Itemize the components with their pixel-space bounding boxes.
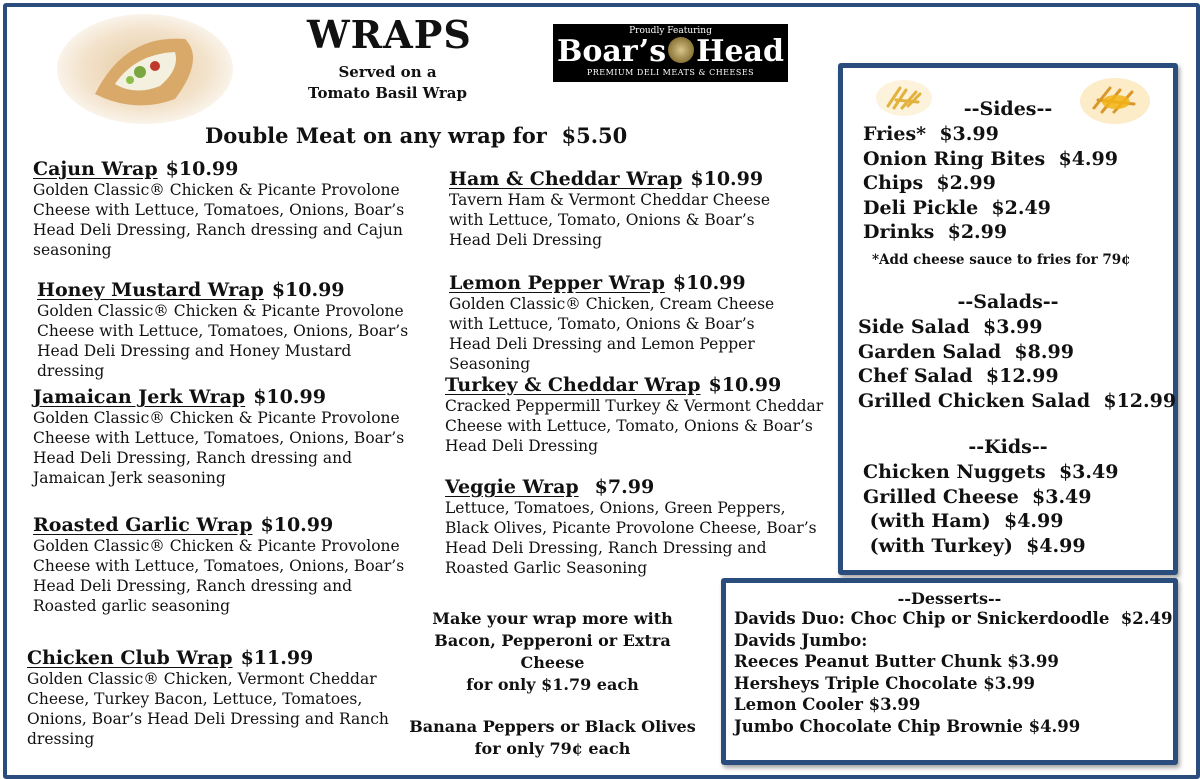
kids-title: --Kids-- bbox=[968, 436, 1048, 458]
wrap-name: Honey Mustard Wrap bbox=[37, 279, 264, 301]
extras-note bbox=[400, 608, 705, 760]
salads-list bbox=[858, 315, 1176, 413]
boars-head-logo bbox=[553, 24, 788, 82]
double-meat: Double Meat on any wrap for $5.50 bbox=[205, 123, 628, 148]
dessert-item: Hersheys Triple Chocolate $3.99 bbox=[734, 673, 1035, 693]
wrap-name: Roasted Garlic Wrap bbox=[33, 514, 253, 536]
extras-line: for only 79¢ each bbox=[474, 739, 631, 758]
wrap-description: Golden Classic® Chicken & Picante Provolone Cheese with Lettuce, Tomatoes, Onions, Boar’s Head Deli Dressing and Honey Mustard dressing bbox=[37, 302, 409, 380]
wrap-item bbox=[33, 158, 408, 260]
cheese-fries-icon-right bbox=[1080, 78, 1150, 128]
dessert-item: Davids Jumbo: bbox=[734, 630, 868, 650]
salad-item: Side Salad $3.99 bbox=[858, 316, 1043, 338]
salad-item: Garden Salad $8.99 bbox=[858, 340, 1074, 363]
page-title: WRAPS bbox=[307, 12, 472, 57]
logo-left: Boar’s bbox=[557, 34, 667, 69]
kids-item: (with Turkey) $4.99 bbox=[863, 534, 1086, 557]
wrap-name: Jamaican Jerk Wrap bbox=[33, 386, 246, 408]
served-on bbox=[290, 62, 485, 104]
wrap-item bbox=[33, 514, 408, 616]
wrap-item bbox=[449, 272, 794, 374]
salad-item: Grilled Chicken Salad $12.99 bbox=[858, 389, 1177, 412]
wrap-description: Golden Classic® Chicken, Cream Cheese with Lettuce, Tomato, Onions & Boar’s Head Deli Dressing and Lemon Pepper Seasoning bbox=[449, 295, 775, 373]
wrap-price: $10.99 bbox=[253, 386, 326, 408]
boar-head-icon bbox=[668, 37, 694, 63]
wrap-price: $11.99 bbox=[240, 647, 314, 669]
kids-item: Chicken Nuggets $3.49 bbox=[863, 461, 1119, 483]
desserts-box bbox=[721, 578, 1178, 765]
wrap-price: $7.99 bbox=[594, 476, 655, 498]
wrap-description: Golden Classic® Chicken & Picante Provolone Cheese with Lettuce, Tomatoes, Onions, Boar’s Head Deli Dressing, Ranch dressing and Jamaican Jerk seasoning bbox=[33, 409, 405, 487]
fries-icon-left bbox=[876, 80, 932, 120]
kids-item: (with Ham) $4.99 bbox=[863, 510, 1064, 532]
dessert-item: Davids Duo: Choc Chip or Snickerdoodle $2.49 bbox=[734, 609, 1173, 628]
wrap-item bbox=[445, 374, 835, 456]
wrap-price: $10.99 bbox=[271, 279, 345, 301]
logo-main bbox=[553, 36, 788, 68]
served-line2: Tomato Basil Wrap bbox=[308, 84, 467, 102]
sides-list bbox=[863, 122, 1118, 245]
extras-line: Banana Peppers or Black Olives bbox=[409, 717, 696, 736]
wrap-item bbox=[33, 386, 408, 488]
served-line1: Served on a bbox=[338, 63, 437, 81]
dessert-item: Lemon Cooler $3.99 bbox=[734, 695, 921, 714]
extras-line: Make your wrap more with bbox=[432, 609, 673, 628]
wrap-name: Turkey & Cheddar Wrap bbox=[445, 374, 701, 396]
wrap-price: $10.99 bbox=[165, 158, 239, 180]
side-item: Onion Ring Bites $4.99 bbox=[863, 147, 1118, 170]
kids-list bbox=[863, 460, 1118, 558]
wrap-description: Lettuce, Tomatoes, Onions, Green Peppers, Black Olives, Picante Provolone Cheese, Boar’s Head Deli Dressing, Ranch Dressing and Roasted Garlic Seasoning bbox=[445, 499, 817, 577]
wrap-name: Veggie Wrap bbox=[445, 476, 579, 498]
wrap-price: $10.99 bbox=[708, 374, 782, 396]
side-item: Deli Pickle $2.49 bbox=[863, 196, 1051, 219]
wrap-item bbox=[27, 647, 397, 749]
wrap-price: $10.99 bbox=[690, 168, 764, 190]
wrap-item bbox=[445, 476, 830, 578]
extras-line: Bacon, Pepperoni or Extra bbox=[434, 631, 671, 650]
wrap-description: Golden Classic® Chicken & Picante Provolone Cheese with Lettuce, Tomatoes, Onions, Boar’s Head Deli Dressing, Ranch dressing and Roasted garlic seasoning bbox=[33, 537, 405, 615]
wrap-name: Chicken Club Wrap bbox=[27, 647, 233, 669]
wrap-item bbox=[449, 168, 794, 250]
wrap-item bbox=[37, 279, 412, 381]
extras-line: Cheese bbox=[520, 653, 585, 672]
side-item: Drinks $2.99 bbox=[863, 221, 1008, 243]
wrap-description: Tavern Ham & Vermont Cheddar Cheese with Lettuce, Tomato, Onions & Boar’s Head Deli Dressing bbox=[449, 191, 771, 249]
extras-line: for only $1.79 each bbox=[466, 675, 639, 694]
salad-item: Chef Salad $12.99 bbox=[858, 365, 1059, 387]
cheese-note: *Add cheese sauce to fries for 79¢ bbox=[872, 252, 1131, 268]
kids-item: Grilled Cheese $3.49 bbox=[863, 485, 1092, 508]
wrap-photo bbox=[55, 14, 235, 124]
wrap-description: Golden Classic® Chicken, Vermont Cheddar Cheese, Turkey Bacon, Lettuce, Tomatoes, Onions, Boar’s Head Deli Dressing and Ranch dressing bbox=[27, 670, 389, 748]
logo-top-text: Proudly Featuring bbox=[629, 26, 712, 36]
side-item: Chips $2.99 bbox=[863, 172, 996, 194]
desserts-list bbox=[726, 608, 1173, 737]
wrap-price: $10.99 bbox=[260, 514, 334, 536]
wrap-description: Cracked Peppermill Turkey & Vermont Cheddar Cheese with Lettuce, Tomato, Onions & Boar’s Head Deli Dressing bbox=[445, 397, 824, 455]
wrap-price: $10.99 bbox=[672, 272, 746, 294]
wrap-name: Cajun Wrap bbox=[33, 158, 158, 180]
logo-right: Head bbox=[696, 34, 784, 69]
logo-bottom-text: PREMIUM DELI MEATS & CHEESES bbox=[586, 68, 755, 77]
wrap-name: Lemon Pepper Wrap bbox=[449, 272, 665, 294]
dessert-item: Reeces Peanut Butter Chunk $3.99 bbox=[734, 652, 1059, 671]
sides-title: --Sides-- bbox=[963, 98, 1053, 120]
side-item: Fries* $3.99 bbox=[863, 123, 999, 145]
dessert-item: Jumbo Chocolate Chip Brownie $4.99 bbox=[734, 716, 1081, 736]
wrap-name: Ham & Cheddar Wrap bbox=[449, 168, 683, 190]
desserts-title: --Desserts-- bbox=[897, 589, 1002, 608]
wrap-description: Golden Classic® Chicken & Picante Provolone Cheese with Lettuce, Tomatoes, Onions, Boar’s Head Deli Dressing, Ranch dressing and Cajun seasoning bbox=[33, 181, 405, 259]
salads-title: --Salads-- bbox=[957, 291, 1059, 313]
